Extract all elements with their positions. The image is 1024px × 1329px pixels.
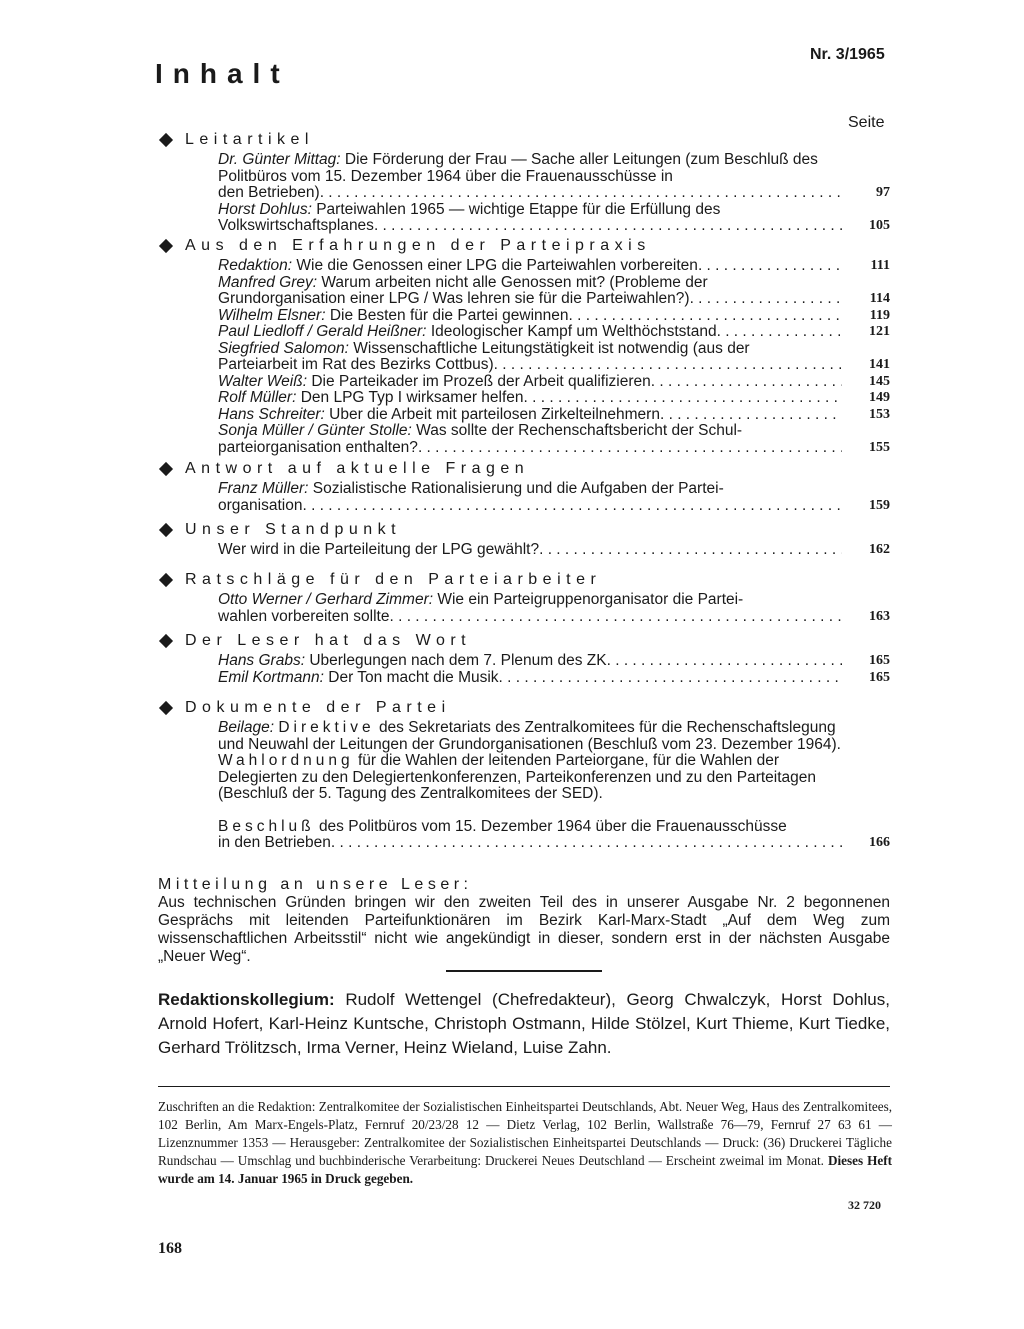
document-text: des Sekretariats des Zentralkomitees für die Rechenschaftslegung und Neuwahl der Leitungen der Grundorganisationen (Beschluß vom 23. Dezember 1964). bbox=[218, 719, 841, 753]
entry-page: 155 bbox=[869, 439, 890, 455]
toc-entry[interactable] bbox=[218, 653, 890, 670]
toc-entry[interactable] bbox=[218, 390, 890, 407]
document-entry[interactable] bbox=[218, 720, 842, 753]
toc-entry[interactable] bbox=[218, 422, 890, 456]
document-title: Direktive bbox=[278, 719, 375, 736]
entry-text: Die Förderung der Frau — Sache aller Leitungen (zum Beschluß des Politbüros vom 15. Dezember 1964 über die Frauenausschüsse in bbox=[218, 151, 818, 185]
entry-author: Manfred Grey: bbox=[218, 273, 318, 291]
toc-entry[interactable] bbox=[218, 339, 890, 374]
toc-entry[interactable] bbox=[218, 273, 890, 308]
editorial-board-names: Rudolf Wettengel (Chefredakteur), Georg Chwalczyk, Horst Dohlus, Arnold Hofert, Karl-Heinz Kuntsche, Christoph Ostmann, Hilde Stölzel, Kurt Thieme, Kurt Tiedke, Gerhard Trölitzsch, Irma Verner, Heinz Wieland, Luise Zahn. bbox=[158, 990, 890, 1057]
entry-text: Wissenschaftliche Leitungstätigkeit ist notwendig (aus der bbox=[353, 339, 750, 357]
document-entry[interactable] bbox=[218, 753, 842, 803]
entry-page: 162 bbox=[869, 542, 890, 557]
toc-entry[interactable] bbox=[218, 480, 890, 514]
document-title: Beschluß bbox=[218, 817, 315, 835]
entry-last-line: Grundorganisation einer LPG / Was lehren sie für die Parteiwahlen?) bbox=[218, 291, 690, 307]
toc-section-standpunkt bbox=[158, 520, 890, 559]
entry-last-line: Über die Arbeit mit parteilosen Zirkelteilnehmern bbox=[329, 406, 660, 423]
entry-last-line: Der Ton macht die Musik bbox=[328, 669, 499, 686]
imprint-print-date: Dieses Heft wurde am 14. Januar 1965 in Druck gegeben. bbox=[158, 1153, 892, 1186]
entry-author: Wilhelm Elsner: bbox=[218, 307, 326, 324]
document-text: für die Wahlen der leitenden Parteiorgane, für die Wahlen der Delegierten zu den Delegiertenkonferenzen, Parteikonferenzen und zu den Parteitagen (Beschluß der 5. Tagung des Zentralkomitees der SED). bbox=[218, 752, 817, 802]
diamond-bullet-icon bbox=[159, 634, 173, 648]
page-number: 168 bbox=[158, 1240, 182, 1257]
toc-entry[interactable] bbox=[218, 151, 890, 202]
toc-section-erfahrungen bbox=[158, 236, 890, 456]
entry-last-line: Volkswirtschaftsplanes bbox=[218, 218, 374, 234]
imprint-text: Zuschriften an die Redaktion: Zentralkomitee der Sozialistischen Einheitspartei Deutschlands, Abt. Neuer Weg, Haus des Zentralkomitees, 102 Berlin, Am Marx-Engels-Platz, Fernruf 20/23/28 12 — Dietz Verlag, 102 Berlin, Wallstraße 76—79, Fernruf 27 63 61 — Lizenznummer 1353 — Herausgeber: Zentralkomitee der Sozialistischen Einheitspartei Deutschlands — Druck: (36) Druckerei Tägliche Rundschau — Umschlag und buchbinderische Verarbeitung: Druckerei Neues Deutschland — Erscheint zweimal im Monat. bbox=[158, 1099, 892, 1168]
toc-section-antwort bbox=[158, 459, 890, 514]
entry-last-line: Die Besten für die Partei gewinnen bbox=[329, 307, 569, 324]
entry-text: Was sollte der Rechenschaftsbericht der Schul- bbox=[416, 422, 743, 439]
entry-last-line: organisation bbox=[218, 497, 303, 514]
imprint bbox=[158, 1098, 892, 1188]
entry-page: 165 bbox=[869, 669, 890, 685]
toc-section-leitartikel bbox=[158, 130, 890, 235]
entry-last-line: Überlegungen nach dem 7. Plenum des ZK bbox=[309, 653, 607, 669]
editorial-board bbox=[158, 988, 890, 1060]
toc-section-ratschlaege bbox=[158, 570, 890, 625]
diamond-bullet-icon bbox=[159, 523, 173, 537]
editorial-board-label: Redaktionskollegium: bbox=[158, 990, 335, 1009]
reader-notice bbox=[158, 876, 890, 966]
entry-author: Otto Werner / Gerhard Zimmer: bbox=[218, 591, 434, 608]
toc-entry[interactable] bbox=[218, 200, 890, 235]
toc-section-dokumente bbox=[158, 698, 890, 852]
page-title: Inhalt bbox=[155, 58, 290, 89]
toc-entry[interactable] bbox=[218, 258, 890, 275]
document-lead: Beilage: bbox=[218, 719, 275, 736]
entry-last-line: wahlen vorbereiten sollte bbox=[218, 608, 390, 625]
entry-text: des Politbüros vom 15. Dezember 1964 über die Frauenausschüsse bbox=[318, 817, 787, 835]
section-title: Ratschläge für den Parteiarbeiter bbox=[185, 570, 602, 588]
entry-page: 165 bbox=[869, 653, 890, 668]
print-code: 32 720 bbox=[848, 1198, 881, 1212]
entry-author: Siegfried Salomon: bbox=[218, 339, 349, 357]
entry-text: Warum arbeiten nicht alle Genossen mit? (Probleme der bbox=[321, 273, 708, 291]
entry-page: 145 bbox=[869, 373, 890, 389]
entry-last-line: Parteiarbeit im Rat des Bezirks Cottbus) bbox=[218, 357, 494, 373]
entry-last-line: Den LPG Typ I wirksamer helfen bbox=[300, 390, 524, 406]
entry-page: 153 bbox=[869, 406, 890, 422]
notice-text: Aus technischen Gründen bringen wir den zweiten Teil des in unserer Ausgabe Nr. 2 begonnenen Gesprächs mit leitenden Parteifunktionären im Bezirk Karl-Marx-Stadt „Auf dem Weg zum wissenschaftlichen Arbeitsstil“ nicht wie angekündigt in dieser, sondern erst in der nächsten Ausgabe „Neuer Weg“. bbox=[158, 894, 890, 965]
entry-author: Horst Dohlus: bbox=[218, 200, 312, 218]
entry-page: 149 bbox=[869, 390, 890, 405]
entry-page: 159 bbox=[869, 497, 890, 513]
entry-last-line: Die Parteikader im Prozeß der Arbeit qualifizieren bbox=[311, 373, 651, 390]
entry-author: Dr. Günter Mittag: bbox=[218, 151, 341, 168]
diamond-bullet-icon bbox=[159, 133, 173, 147]
section-title: Dokumente der Partei bbox=[185, 698, 451, 716]
section-title: Unser Standpunkt bbox=[185, 520, 402, 538]
entry-page: 111 bbox=[870, 258, 890, 273]
entry-page: 114 bbox=[869, 291, 890, 306]
entry-page: 97 bbox=[876, 185, 890, 200]
toc-entry[interactable] bbox=[218, 406, 890, 424]
issue-number: Nr. 3/1965 bbox=[810, 46, 885, 63]
toc-entry[interactable] bbox=[218, 373, 890, 391]
toc-entry[interactable] bbox=[218, 324, 890, 341]
section-title: Antwort auf aktuelle Fragen bbox=[185, 459, 530, 477]
entry-author: Sonja Müller / Günter Stolle: bbox=[218, 422, 412, 439]
entry-author: Rolf Müller: bbox=[218, 390, 297, 406]
page-column-label: Seite bbox=[848, 114, 885, 131]
entry-text: Parteiwahlen 1965 — wichtige Etappe für die Erfüllung des bbox=[316, 200, 721, 218]
diamond-bullet-icon bbox=[159, 701, 173, 715]
entry-last-line: Ideologischer Kampf um Welthöchststand bbox=[430, 324, 717, 340]
entry-last-line: parteiorganisation enthalten? bbox=[218, 439, 418, 456]
entry-text: Sozialistische Rationalisierung und die Aufgaben der Partei- bbox=[312, 480, 724, 497]
entry-author: Redaktion: bbox=[218, 258, 293, 274]
entry-page: 121 bbox=[869, 324, 890, 339]
entry-page: 163 bbox=[869, 608, 890, 624]
entry-page: 141 bbox=[869, 357, 890, 372]
divider bbox=[446, 970, 602, 972]
entry-author: Franz Müller: bbox=[218, 480, 309, 497]
entry-last-line: in den Betrieben bbox=[218, 835, 331, 851]
diamond-bullet-icon bbox=[159, 239, 173, 253]
toc-entry[interactable] bbox=[218, 307, 890, 325]
section-title: Leitartikel bbox=[185, 130, 314, 148]
toc-entry[interactable] bbox=[218, 542, 890, 559]
entry-text: Wie ein Parteigruppenorganisator die Partei- bbox=[437, 591, 744, 608]
entry-last-line: den Betrieben) bbox=[218, 185, 320, 201]
entry-last-line: Wie die Genossen einer LPG die Parteiwahlen vorbereiten bbox=[296, 258, 698, 274]
entry-author: Hans Grabs: bbox=[218, 653, 306, 669]
entry-page: 166 bbox=[869, 835, 890, 850]
section-title: Aus den Erfahrungen der Parteipraxis bbox=[185, 236, 651, 254]
notice-title: Mitteilung an unsere Leser: bbox=[158, 876, 473, 893]
toc-section-leser bbox=[158, 631, 890, 686]
entry-page: 105 bbox=[869, 218, 890, 233]
entry-author: Walter Weiß: bbox=[218, 373, 307, 390]
toc-entry[interactable] bbox=[218, 669, 890, 687]
toc-entry[interactable] bbox=[218, 591, 890, 625]
entry-last-line: Wer wird in die Parteileitung der LPG gewählt? bbox=[218, 542, 540, 558]
toc-entry[interactable] bbox=[218, 817, 890, 852]
section-title: Der Leser hat das Wort bbox=[185, 631, 472, 649]
divider bbox=[158, 1086, 890, 1087]
diamond-bullet-icon bbox=[159, 573, 173, 587]
entry-author: Hans Schreiter: bbox=[218, 406, 325, 423]
entry-author: Paul Liedloff / Gerald Heißner: bbox=[218, 324, 427, 340]
entry-page: 119 bbox=[869, 307, 890, 323]
document-title: Wahlordnung bbox=[218, 752, 354, 769]
entry-author: Emil Kortmann: bbox=[218, 669, 324, 686]
diamond-bullet-icon bbox=[159, 462, 173, 476]
